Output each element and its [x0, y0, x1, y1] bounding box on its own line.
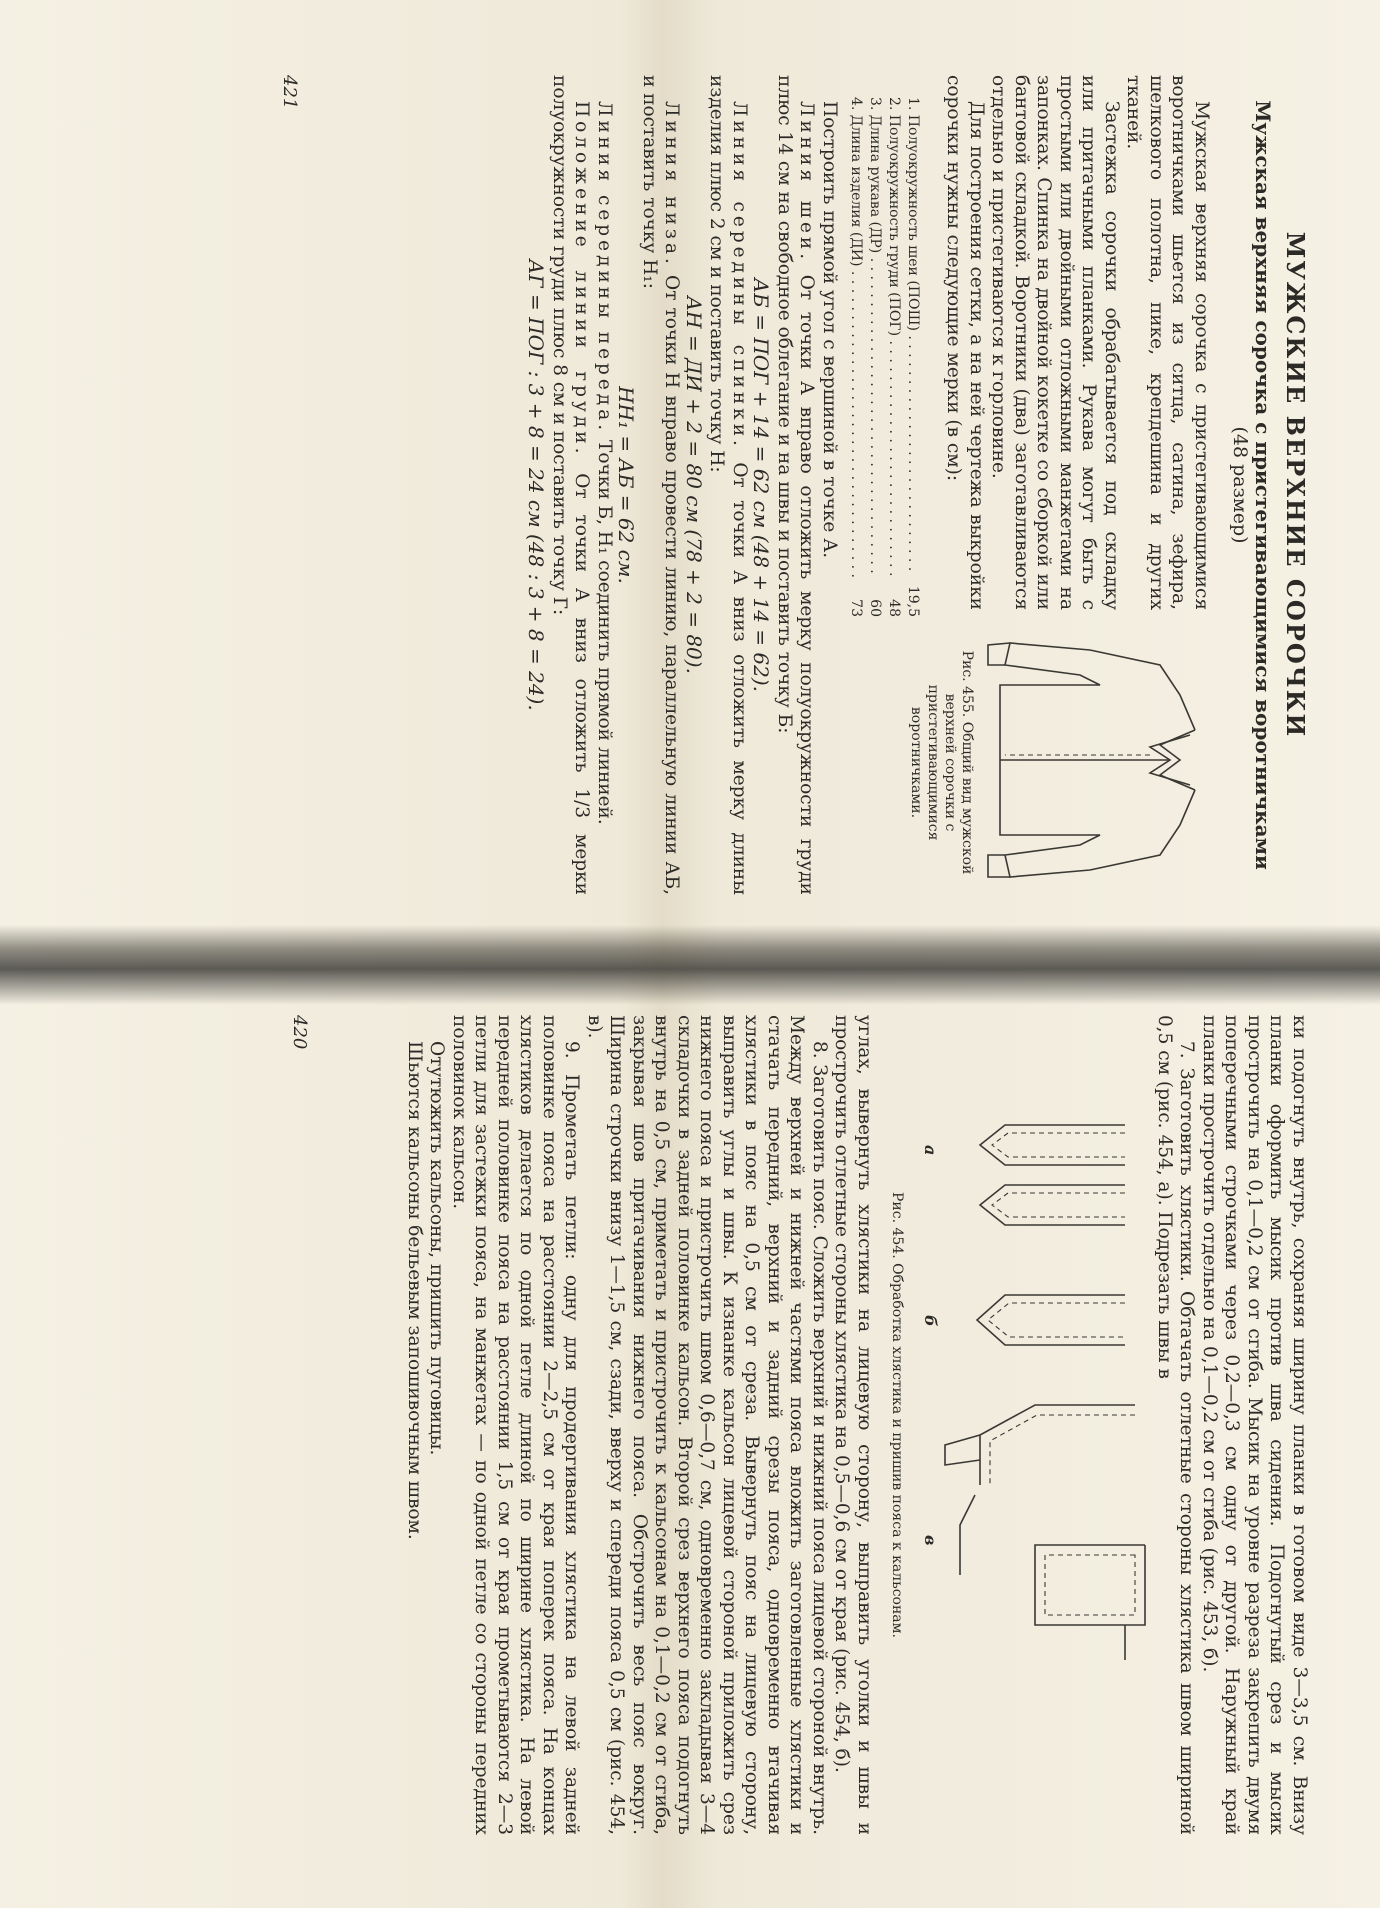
figure-label-b: б [921, 1315, 940, 1327]
paragraph: Положение линии груди. От точки А вниз отложить 1/3 мерки полуокружности груди плюс 8 см и поставить точку Г: [549, 75, 593, 896]
formula: АБ = ПОГ + 14 = 62 см (48 + 14 = 62). [749, 278, 774, 692]
paragraph: Линия середины спинки. От точки А вниз отложить мерку длины изделия плюс 2 см и поставить точку Н: [706, 75, 750, 895]
page-420-bottom-text [403, 1015, 876, 1835]
list-item: 3. Длина рукава (ДР) . . . 60 [865, 97, 884, 617]
list-item: 1. Полуокружность шеи (ПОШ) . . . 19,5 [903, 97, 922, 617]
figure-label-v: в [921, 1535, 940, 1546]
paragraph: Линия шеи. От точки А вправо отложить мерку полуокружности груди плюс 14 см на свободное облегание и на швы и поставить точку Б: [774, 75, 818, 895]
paragraph: Отутюжить кальсоны, пришить пуговицы. [426, 1041, 448, 1456]
page-number-420: 420 [289, 1015, 310, 1050]
paragraph: 9. Прометать петли: одну для продергивания хлястика на левой задней половинке пояса на расстоянии 2—2,5 см от края поперек пояса. На концах хлястиков делается по одной петле длиной по ширине хлястика. На левой передней половинке пояса на расстоянии 1,5 см от края прометываются 2—3 петли для застежки пояса, на манжетах — по одной петле со стороны передних половинок кальсон. [449, 1015, 583, 1835]
figure-455-shirt [980, 635, 1210, 885]
formula: НН₁ = АБ = 62 см. [614, 386, 639, 584]
paragraph: ки подогнуть внутрь, сохраняя ширину планки в готовом виде 3—3,5 см. Внизу планки оформить мысик против шва сидения. Подогнутый срез и мысик прострочить на 0,1—0,2 см от сгиба. Мысик на уровне разреза закрепить двумя поперечными строчками через 0,2—0,3 см одну от другой. Наружный край планки прострочить отдельно на 0,1—0,2 см от сгиба (рис. 453, б). [1199, 1015, 1310, 1835]
intro-text [942, 75, 1212, 610]
page-421 [30, 35, 1330, 915]
paragraph: Построить прямой угол с вершиной в точке А. [819, 101, 840, 559]
paragraph: 7. Заготовить хлястики. Обтачать отлетные стороны хлястика швом шириной 0,5 см (рис. 454, а). Подрезать швы в [1154, 1015, 1198, 1835]
page-420-top-text [1153, 1015, 1311, 1835]
figure-label-a: а [921, 1145, 940, 1156]
measurements-list [846, 97, 922, 617]
paragraph: углах, вывернуть хлястики на лицевую сторону, выправить уголки и швы и прострочить отлетные стороны хлястика на 0,5—0,6 см от края (рис. 454, б). [831, 1015, 875, 1835]
paragraph: 8. Заготовить пояс. Сложить верхний и нижний пояса лицевой стороной внутрь. Между верхней и нижней частями пояса вложить заготовленные хлястики и стачать передний, верхний и задний срезы пояса, одновременно втачивая хлястики в пояс на 0,5 см от среза. Вывернуть пояс на лицевую сторону, выправить углы и швы. К изнанке кальсон лицевой стороной приложить срез нижнего пояса и пристрочить швом 0,6—0,7 см, одновременно закладывая 3—4 складочки в задней половинке кальсон. Второй срез верхнего пояса подогнуть внутрь на 0,5 см, приметать и пристрочить к кальсонам на 0,1—0,2 см от сгиба, закрывая шов притачивания нижнего пояса. Обстрочить весь пояс вокруг. Ширина строчки внизу 1—1,5 см, сзади, вверху и спереди пояса 0,5 см (рис. 454, в). [584, 1015, 830, 1835]
paragraph: Застежка сорочки обрабатывается под складку или притачными планками. Рукава могут быть с простыми или двойными отложными манжетами на запонках. Спинка на двойной кокетке со сборкой или бантовой складкой. Воротники (два) заготавливаются отдельно и пристегиваются к горловине. [988, 75, 1122, 610]
page-number-421: 421 [279, 75, 300, 110]
figure-455-caption: Рис. 455. Общий вид мужской верхней сорочки с пристегивающимися воротничками. [908, 650, 975, 875]
size-note: (48 размер) [1229, 426, 1251, 544]
formula: АН = ДИ + 2 = 80 см (78 + 2 = 80). [682, 296, 706, 674]
paragraph: Мужская верхняя сорочка с пристегивающимися воротничками шьется из ситца, сатина, зефира, шелкового полотна, пике, крепдешина и других тканей. [1123, 75, 1212, 610]
formula: АГ = ПОГ : 3 + 8 = 24 см (48 : 3 + 8 = 24). [524, 259, 549, 711]
paragraph: Линия низа. От точки Н вправо провести линию, параллельную линии АБ, и поставить точку Н₁: [639, 75, 683, 895]
list-item: 2. Полуокружность груди (ПОГ) . . . 48 [884, 97, 903, 617]
page-title: МУЖСКИЕ ВЕРХНИЕ СОРОЧКИ [1281, 231, 1310, 739]
list-item: 4. Длина изделия (ДИ) . . . 73 [846, 97, 865, 617]
section-subtitle: Мужская верхняя сорочка с пристегивающимися воротничками [1251, 100, 1275, 870]
paragraph: Линия середины переда. Точки Б, Н₁ соединить прямой линией. [594, 101, 615, 825]
page-420 [30, 975, 1330, 1855]
paragraph: Шьются кальсоны бельевым запошивочным швом. [404, 1041, 425, 1540]
figure-454-caption: Рис. 454. Обработка хлястика и пришив пояса к кальсонам. [889, 1192, 905, 1638]
figure-454 [925, 1105, 1155, 1665]
construction-text [525, 75, 840, 895]
paragraph: Для построения сетки, а на ней чертежа выкройки сорочки нужны следующие мерки (в см): [943, 75, 987, 610]
